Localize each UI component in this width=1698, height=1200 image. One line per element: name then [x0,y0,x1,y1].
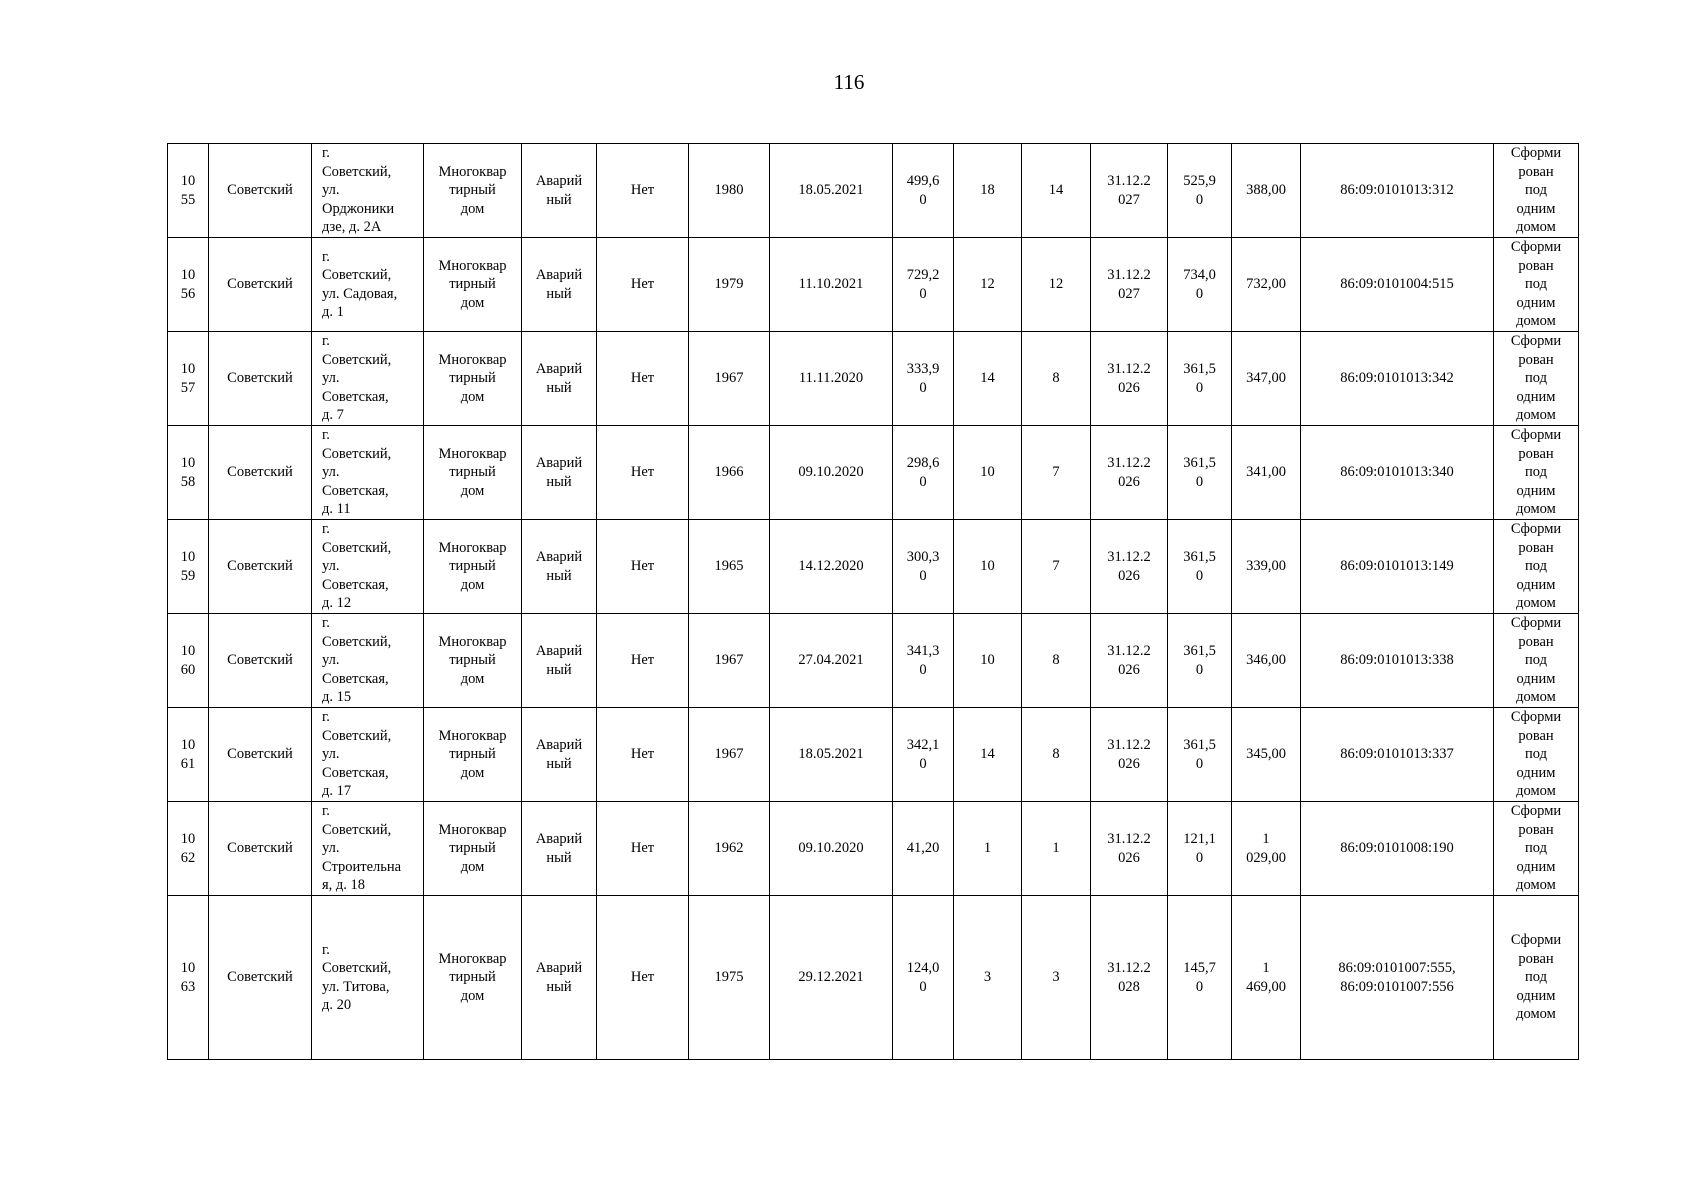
table-cell: Многоквар тирный дом [424,802,522,896]
table-cell: Сформи рован под одним домом [1494,896,1579,1060]
table-cell: 86:09:0101013:337 [1301,708,1494,802]
table-cell: Сформи рован под одним домом [1494,708,1579,802]
table-cell: 1 [954,802,1022,896]
table-cell: 10 56 [168,238,209,332]
table-cell: 10 59 [168,520,209,614]
table-cell: 10 61 [168,708,209,802]
table-cell: 361,5 0 [1168,614,1232,708]
table-cell: 31.12.2 026 [1091,520,1168,614]
table-cell: Сформи рован под одним домом [1494,802,1579,896]
table-cell: Многоквар тирный дом [424,708,522,802]
table-row [168,614,1579,708]
table-cell: 1 029,00 [1232,802,1301,896]
table-row [168,896,1579,1060]
table-cell: Нет [597,238,689,332]
table-cell: Сформи рован под одним домом [1494,332,1579,426]
table-row [168,708,1579,802]
table-cell: 29.12.2021 [770,896,893,1060]
table-cell: 1962 [689,802,770,896]
table-cell: 732,00 [1232,238,1301,332]
table-cell: 1979 [689,238,770,332]
table-cell: 10 [954,520,1022,614]
table-cell: Советский [209,332,312,426]
table-cell: 27.04.2021 [770,614,893,708]
table-cell: 14.12.2020 [770,520,893,614]
table-cell: Аварий ный [522,144,597,238]
table-cell: 1966 [689,426,770,520]
table-cell: 86:09:0101004:515 [1301,238,1494,332]
table-cell: г. Советский, ул. Советская, д. 12 [312,520,424,614]
table-cell: 347,00 [1232,332,1301,426]
table-cell: 86:09:0101007:555, 86:09:0101007:556 [1301,896,1494,1060]
table-cell: Советский [209,238,312,332]
table-cell: 8 [1022,332,1091,426]
table-cell: 341,00 [1232,426,1301,520]
table-cell: Аварий ный [522,238,597,332]
table-cell: 18.05.2021 [770,144,893,238]
table-cell: 86:09:0101008:190 [1301,802,1494,896]
table-cell: Аварий ный [522,708,597,802]
table-cell: 31.12.2 026 [1091,332,1168,426]
table-cell: Советский [209,614,312,708]
table-cell: Аварий ный [522,332,597,426]
table-cell: 31.12.2 027 [1091,238,1168,332]
table-cell: 31.12.2 028 [1091,896,1168,1060]
table-cell: 31.12.2 026 [1091,708,1168,802]
table-cell: 10 57 [168,332,209,426]
table-cell: Многоквар тирный дом [424,332,522,426]
table-cell: 10 58 [168,426,209,520]
table-cell: г. Советский, ул. Советская, д. 15 [312,614,424,708]
table-cell: Аварий ный [522,614,597,708]
table-cell: 18.05.2021 [770,708,893,802]
table-cell: 8 [1022,708,1091,802]
table-cell: Нет [597,802,689,896]
table-row [168,802,1579,896]
table-cell: 12 [1022,238,1091,332]
table-cell: 31.12.2 026 [1091,614,1168,708]
table-cell: 10 62 [168,802,209,896]
table-cell: 1967 [689,614,770,708]
table-cell: 333,9 0 [893,332,954,426]
table-cell: 31.12.2 026 [1091,802,1168,896]
table-cell: 86:09:0101013:338 [1301,614,1494,708]
table-cell: 341,3 0 [893,614,954,708]
table-cell: 09.10.2020 [770,802,893,896]
table-cell: 10 55 [168,144,209,238]
table-cell: 31.12.2 026 [1091,426,1168,520]
table-cell: Многоквар тирный дом [424,896,522,1060]
table-cell: г. Советский, ул. Советская, д. 7 [312,332,424,426]
table-cell: 10 [954,426,1022,520]
table-cell: Нет [597,614,689,708]
table-cell: 10 60 [168,614,209,708]
table-cell: 10 63 [168,896,209,1060]
table-cell: 734,0 0 [1168,238,1232,332]
table-cell: 346,00 [1232,614,1301,708]
table-cell: Советский [209,708,312,802]
table-cell: Нет [597,426,689,520]
table-cell: 14 [954,332,1022,426]
table-cell: 1965 [689,520,770,614]
table-row [168,520,1579,614]
table-cell: Нет [597,708,689,802]
table-cell: 11.11.2020 [770,332,893,426]
table-cell: 361,5 0 [1168,520,1232,614]
table-cell: Советский [209,426,312,520]
table-cell: Советский [209,144,312,238]
table-cell: г. Советский, ул. Строительна я, д. 18 [312,802,424,896]
table-cell: 3 [1022,896,1091,1060]
table-cell: 145,7 0 [1168,896,1232,1060]
table-cell: 86:09:0101013:342 [1301,332,1494,426]
table-cell: 339,00 [1232,520,1301,614]
table-cell: Многоквар тирный дом [424,614,522,708]
table-cell: г. Советский, ул. Титова, д. 20 [312,896,424,1060]
table-row [168,144,1579,238]
table-cell: Нет [597,520,689,614]
page-number: 116 [833,70,865,94]
table-cell: 12 [954,238,1022,332]
table-cell: 14 [1022,144,1091,238]
table-cell: 14 [954,708,1022,802]
table-cell: 1967 [689,708,770,802]
table-cell: г. Советский, ул. Советская, д. 11 [312,426,424,520]
table-cell: 7 [1022,520,1091,614]
table-cell: 7 [1022,426,1091,520]
table-cell: 729,2 0 [893,238,954,332]
table-row [168,426,1579,520]
table-cell: 8 [1022,614,1091,708]
table-cell: Аварий ный [522,426,597,520]
table-cell: Советский [209,520,312,614]
table-cell: 86:09:0101013:312 [1301,144,1494,238]
table-cell: 361,5 0 [1168,332,1232,426]
table-cell: Многоквар тирный дом [424,426,522,520]
table-cell: Многоквар тирный дом [424,144,522,238]
table-cell: 345,00 [1232,708,1301,802]
table-cell: 31.12.2 027 [1091,144,1168,238]
table-cell: 298,6 0 [893,426,954,520]
table-cell: 11.10.2021 [770,238,893,332]
table-cell: 09.10.2020 [770,426,893,520]
table-cell: Многоквар тирный дом [424,238,522,332]
table-row [168,238,1579,332]
table-cell: 1 [1022,802,1091,896]
table-cell: Аварий ный [522,896,597,1060]
table-cell: 499,6 0 [893,144,954,238]
table-cell: 525,9 0 [1168,144,1232,238]
table-cell: 361,5 0 [1168,426,1232,520]
table-cell: 41,20 [893,802,954,896]
table-cell: Аварий ный [522,802,597,896]
table-cell: 121,1 0 [1168,802,1232,896]
table-cell: 361,5 0 [1168,708,1232,802]
table-cell: Сформи рован под одним домом [1494,238,1579,332]
table-cell: 342,1 0 [893,708,954,802]
housing-register-table [167,143,1579,1060]
table-cell: Сформи рован под одним домом [1494,520,1579,614]
table-cell: 388,00 [1232,144,1301,238]
table-cell: 1 469,00 [1232,896,1301,1060]
table-cell: г. Советский, ул. Советская, д. 17 [312,708,424,802]
table-cell: Советский [209,802,312,896]
table-cell: 86:09:0101013:149 [1301,520,1494,614]
table-cell: Сформи рован под одним домом [1494,426,1579,520]
table-cell: 1967 [689,332,770,426]
table-cell: 10 [954,614,1022,708]
table-cell: Нет [597,896,689,1060]
table-cell: Многоквар тирный дом [424,520,522,614]
table-cell: 300,3 0 [893,520,954,614]
table-cell: Нет [597,332,689,426]
table-cell: 3 [954,896,1022,1060]
table-cell: Нет [597,144,689,238]
table-row [168,332,1579,426]
table-cell: 1975 [689,896,770,1060]
table-cell: 86:09:0101013:340 [1301,426,1494,520]
table-cell: 1980 [689,144,770,238]
table-cell: г. Советский, ул. Садовая, д. 1 [312,238,424,332]
table-cell: 124,0 0 [893,896,954,1060]
table-cell: г. Советский, ул. Орджоники дзе, д. 2А [312,144,424,238]
table-cell: Сформи рован под одним домом [1494,614,1579,708]
table-cell: Аварий ный [522,520,597,614]
table-cell: 18 [954,144,1022,238]
table-cell: Советский [209,896,312,1060]
table-cell: Сформи рован под одним домом [1494,144,1579,238]
